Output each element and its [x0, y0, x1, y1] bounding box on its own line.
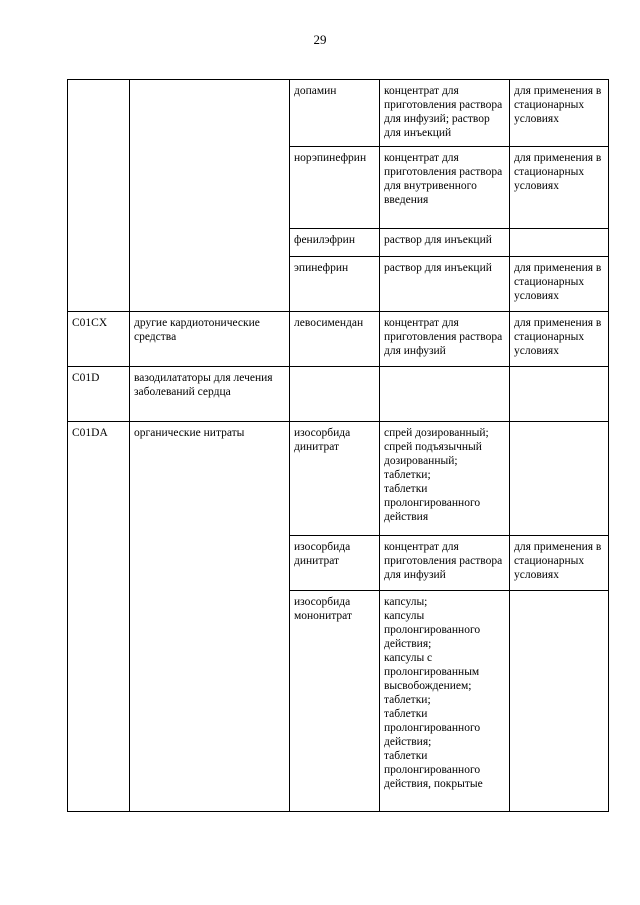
dosage-form-cell: раствор для инъекций: [380, 257, 510, 312]
dosage-form-cell: концентрат для приготовления раствора для внутривенного введения: [380, 147, 510, 229]
note-cell: для применения в стационарных условиях: [510, 312, 609, 367]
page-number: 29: [313, 32, 327, 47]
drug-name-cell: фенилэфрин: [290, 229, 380, 257]
table-row: [68, 80, 609, 147]
note-cell: [510, 591, 609, 812]
note-cell: для применения в стационарных условиях: [510, 80, 609, 147]
note-cell: [510, 367, 609, 422]
atc-code-cell: C01D: [68, 367, 130, 422]
drug-name-cell: изосорбида динитрат: [290, 422, 380, 536]
note-cell: [510, 422, 609, 536]
dosage-form-cell: спрей дозированный; спрей подъязычный дозированный; таблетки; таблетки пролонгированного действия: [380, 422, 510, 536]
drug-name-cell: изосорбида динитрат: [290, 536, 380, 591]
atc-code-cell: C01DA: [68, 422, 130, 812]
note-cell: для применения в стационарных условиях: [510, 147, 609, 229]
atc-code-cell: [68, 80, 130, 312]
drug-name-cell: эпинефрин: [290, 257, 380, 312]
note-cell: для применения в стационарных условиях: [510, 257, 609, 312]
table-row: [68, 422, 609, 536]
dosage-form-cell: раствор для инъекций: [380, 229, 510, 257]
note-cell: для применения в стационарных условиях: [510, 536, 609, 591]
drug-name-cell: левосимендан: [290, 312, 380, 367]
table-row: [68, 312, 609, 367]
drug-name-cell: допамин: [290, 80, 380, 147]
group-name-cell: органические нитраты: [130, 422, 290, 812]
drug-name-cell: норэпинефрин: [290, 147, 380, 229]
dosage-form-cell: концентрат для приготовления раствора для инфузий: [380, 312, 510, 367]
drug-name-cell: изосорбида мононитрат: [290, 591, 380, 812]
dosage-form-cell: концентрат для приготовления раствора для инфузий: [380, 536, 510, 591]
dosage-form-cell: концентрат для приготовления раствора для инфузий; раствор для инъекций: [380, 80, 510, 147]
group-name-cell: другие кардиотонические средства: [130, 312, 290, 367]
drug-name-cell: [290, 367, 380, 422]
group-name-cell: [130, 80, 290, 312]
note-cell: [510, 229, 609, 257]
table-row: [68, 367, 609, 422]
drug-table: [67, 79, 609, 812]
atc-code-cell: C01CX: [68, 312, 130, 367]
group-name-cell: вазодилататоры для лечения заболеваний сердца: [130, 367, 290, 422]
dosage-form-cell: [380, 367, 510, 422]
dosage-form-cell: капсулы; капсулы пролонгированного действия; капсулы с пролонгированным высвобождением; таблетки; таблетки пролонгированного действия; таблетки пролонгированного действия, покрытые: [380, 591, 510, 812]
